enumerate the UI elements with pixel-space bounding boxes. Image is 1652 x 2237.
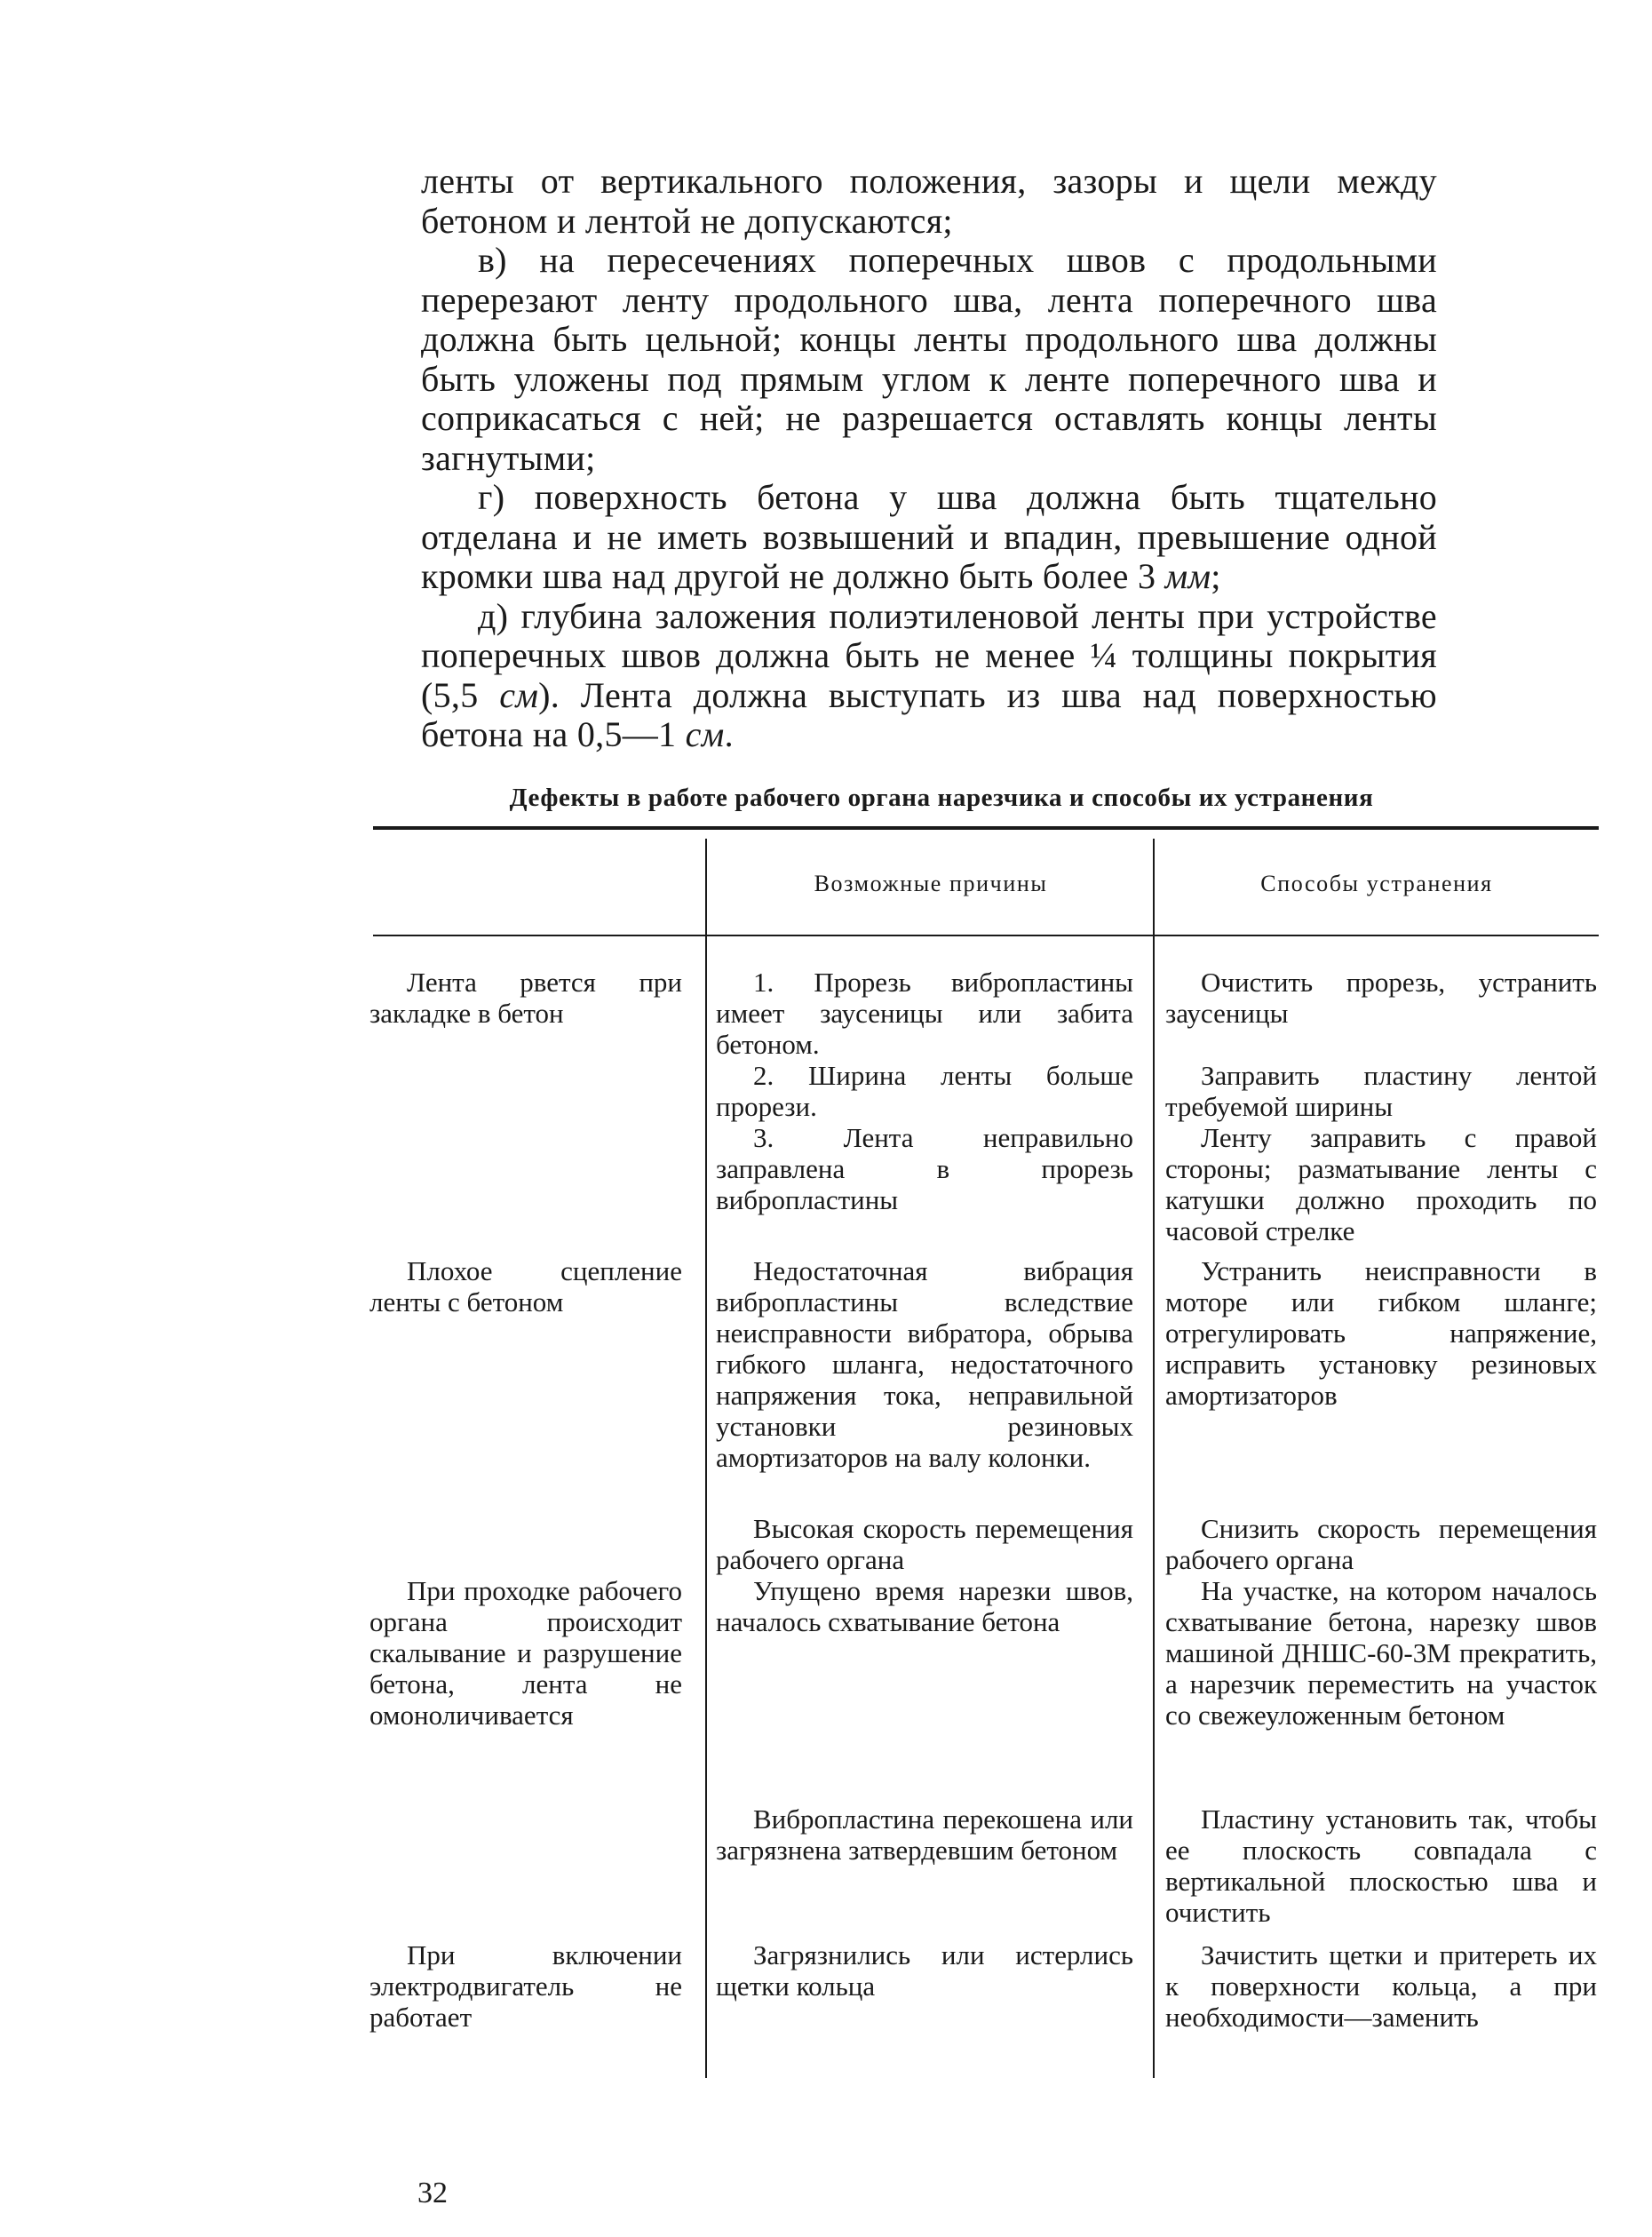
defect-cell-2 — [369, 1255, 682, 1318]
fix-text: Снизить скорость перемещения рабочего органа — [1165, 1513, 1597, 1575]
defect-text: При проходке рабочего органа происходит скалывание и разрушение бетона, лента не омоноличивается — [369, 1575, 682, 1731]
unit-sm-1: см — [499, 674, 539, 715]
cause-cell-1-1 — [716, 967, 1133, 1060]
paragraph-d — [421, 597, 1437, 755]
table-top-rule — [373, 826, 1599, 830]
fix-text: Ленту заправить с правой стороны; разматывание ленты с катушки должно проходить по часовой стрелке — [1165, 1122, 1597, 1246]
fix-text: Заправить пластину лентой требуемой ширины — [1165, 1060, 1597, 1122]
fix-cell-1-2 — [1165, 1060, 1597, 1122]
cause-cell-1-2 — [716, 1060, 1133, 1122]
cause-cell-2-1 — [716, 1255, 1133, 1473]
cause-text: Загрязнились или истерлись щетки кольца — [716, 1939, 1133, 2002]
cause-cell-1-3 — [716, 1122, 1133, 1215]
table-column-divider-1 — [705, 839, 707, 2078]
fix-text: Пластину установить так, чтобы ее плоскость совпадала с вертикальной плоскостью шва и очистить — [1165, 1803, 1597, 1928]
cause-text: Вибропластина перекошена или загрязнена затвердевшим бетоном — [716, 1803, 1133, 1866]
fix-cell-1-1 — [1165, 967, 1597, 1029]
fix-cell-3-2 — [1165, 1803, 1597, 1928]
fix-cell-2-1 — [1165, 1255, 1597, 1411]
defect-text: Лента рвется при закладке в бетон — [369, 967, 682, 1029]
paragraph-g-end: ; — [1211, 556, 1221, 596]
fix-cell-2-2 — [1165, 1513, 1597, 1575]
defect-cell-1 — [369, 967, 682, 1029]
fix-text: Зачистить щетки и притереть их к поверхности кольца, а при необходимости—заменить — [1165, 1939, 1597, 2033]
cause-cell-3-1 — [716, 1575, 1133, 1637]
cause-text: Недостаточная вибрация вибропластины вследствие неисправности вибратора, обрыва гибкого шланга, недостаточного напряжения тока, неправильной установки резиновых амортизаторов на валу колонки. — [716, 1255, 1133, 1473]
fix-cell-4-1 — [1165, 1939, 1597, 2033]
fix-cell-1-3 — [1165, 1122, 1597, 1246]
table-header-fixes: Способы устранения — [1260, 871, 1493, 896]
paragraph-1: ленты от вертикального положения, зазоры и щели между бетоном и лентой не допускаются; — [421, 161, 1437, 241]
table-column-divider-2 — [1153, 839, 1155, 2078]
fix-text: На участке, на котором началось схватывание бетона, нарезку швов машиной ДНШС-60-3М прекратить, а нарезчик переместить на участок со свежеуложенным бетоном — [1165, 1575, 1597, 1731]
defect-text: При включении электродвигатель не работает — [369, 1939, 682, 2033]
cause-text: Высокая скорость перемещения рабочего органа — [716, 1513, 1133, 1575]
cause-cell-2-2 — [716, 1513, 1133, 1575]
table-header-rule — [373, 935, 1599, 936]
cause-text: 2. Ширина ленты больше прорези. — [716, 1060, 1133, 1122]
defect-text: Плохое сцепление ленты с бетоном — [369, 1255, 682, 1318]
paragraph-d-text-a: д) глубина заложения полиэтиленовой ленты при устройстве поперечных швов должна быть не менее ¼ толщины покрытия (5,5 — [421, 595, 1437, 715]
paragraph-d-text-b: ). Лента должна выступать из шва над поверхностью бетона на 0,5—1 — [421, 674, 1437, 754]
fix-text: Очистить прорезь, устранить заусеницы — [1165, 967, 1597, 1029]
cause-cell-3-2 — [716, 1803, 1133, 1866]
page-number: 32 — [417, 2177, 448, 2209]
paragraph-d-end: . — [724, 714, 734, 754]
cause-cell-4-1 — [716, 1939, 1133, 2002]
cause-text: 3. Лента неправильно заправлена в прорезь вибропластины — [716, 1122, 1133, 1215]
cause-text: 1. Прорезь вибропластины имеет заусеницы или забита бетоном. — [716, 967, 1133, 1060]
defect-cell-3 — [369, 1575, 682, 1731]
paragraph-g-text: г) поверхность бетона у шва должна быть тщательно отделана и не иметь возвышений и впадин, превышение одной кромки шва над другой не должно быть более 3 — [421, 477, 1437, 596]
paragraph-g — [421, 478, 1437, 597]
body-text — [421, 162, 1437, 755]
cause-text: Упущено время нарезки швов, началось схватывание бетона — [716, 1575, 1133, 1637]
table-header-causes: Возможные причины — [814, 871, 1048, 896]
table-caption: Дефекты в работе рабочего органа нарезчика и способы их устранения — [509, 784, 1374, 812]
paragraph-v: в) на пересечениях поперечных швов с продольными перерезают ленту продольного шва, лента поперечного шва должна быть цельной; концы ленты продольного шва должны быть уложены под прямым углом к ленте поперечного шва и соприкасаться с ней; не разрешается оставлять концы ленты загнутыми; — [421, 240, 1437, 478]
unit-sm-2: см — [685, 714, 725, 754]
defect-cell-4 — [369, 1939, 682, 2033]
fix-text: Устранить неисправности в моторе или гибком шланге; отрегулировать напряжение, исправить установку резиновых амортизаторов — [1165, 1255, 1597, 1411]
fix-cell-3-1 — [1165, 1575, 1597, 1731]
unit-mm: мм — [1164, 556, 1211, 596]
